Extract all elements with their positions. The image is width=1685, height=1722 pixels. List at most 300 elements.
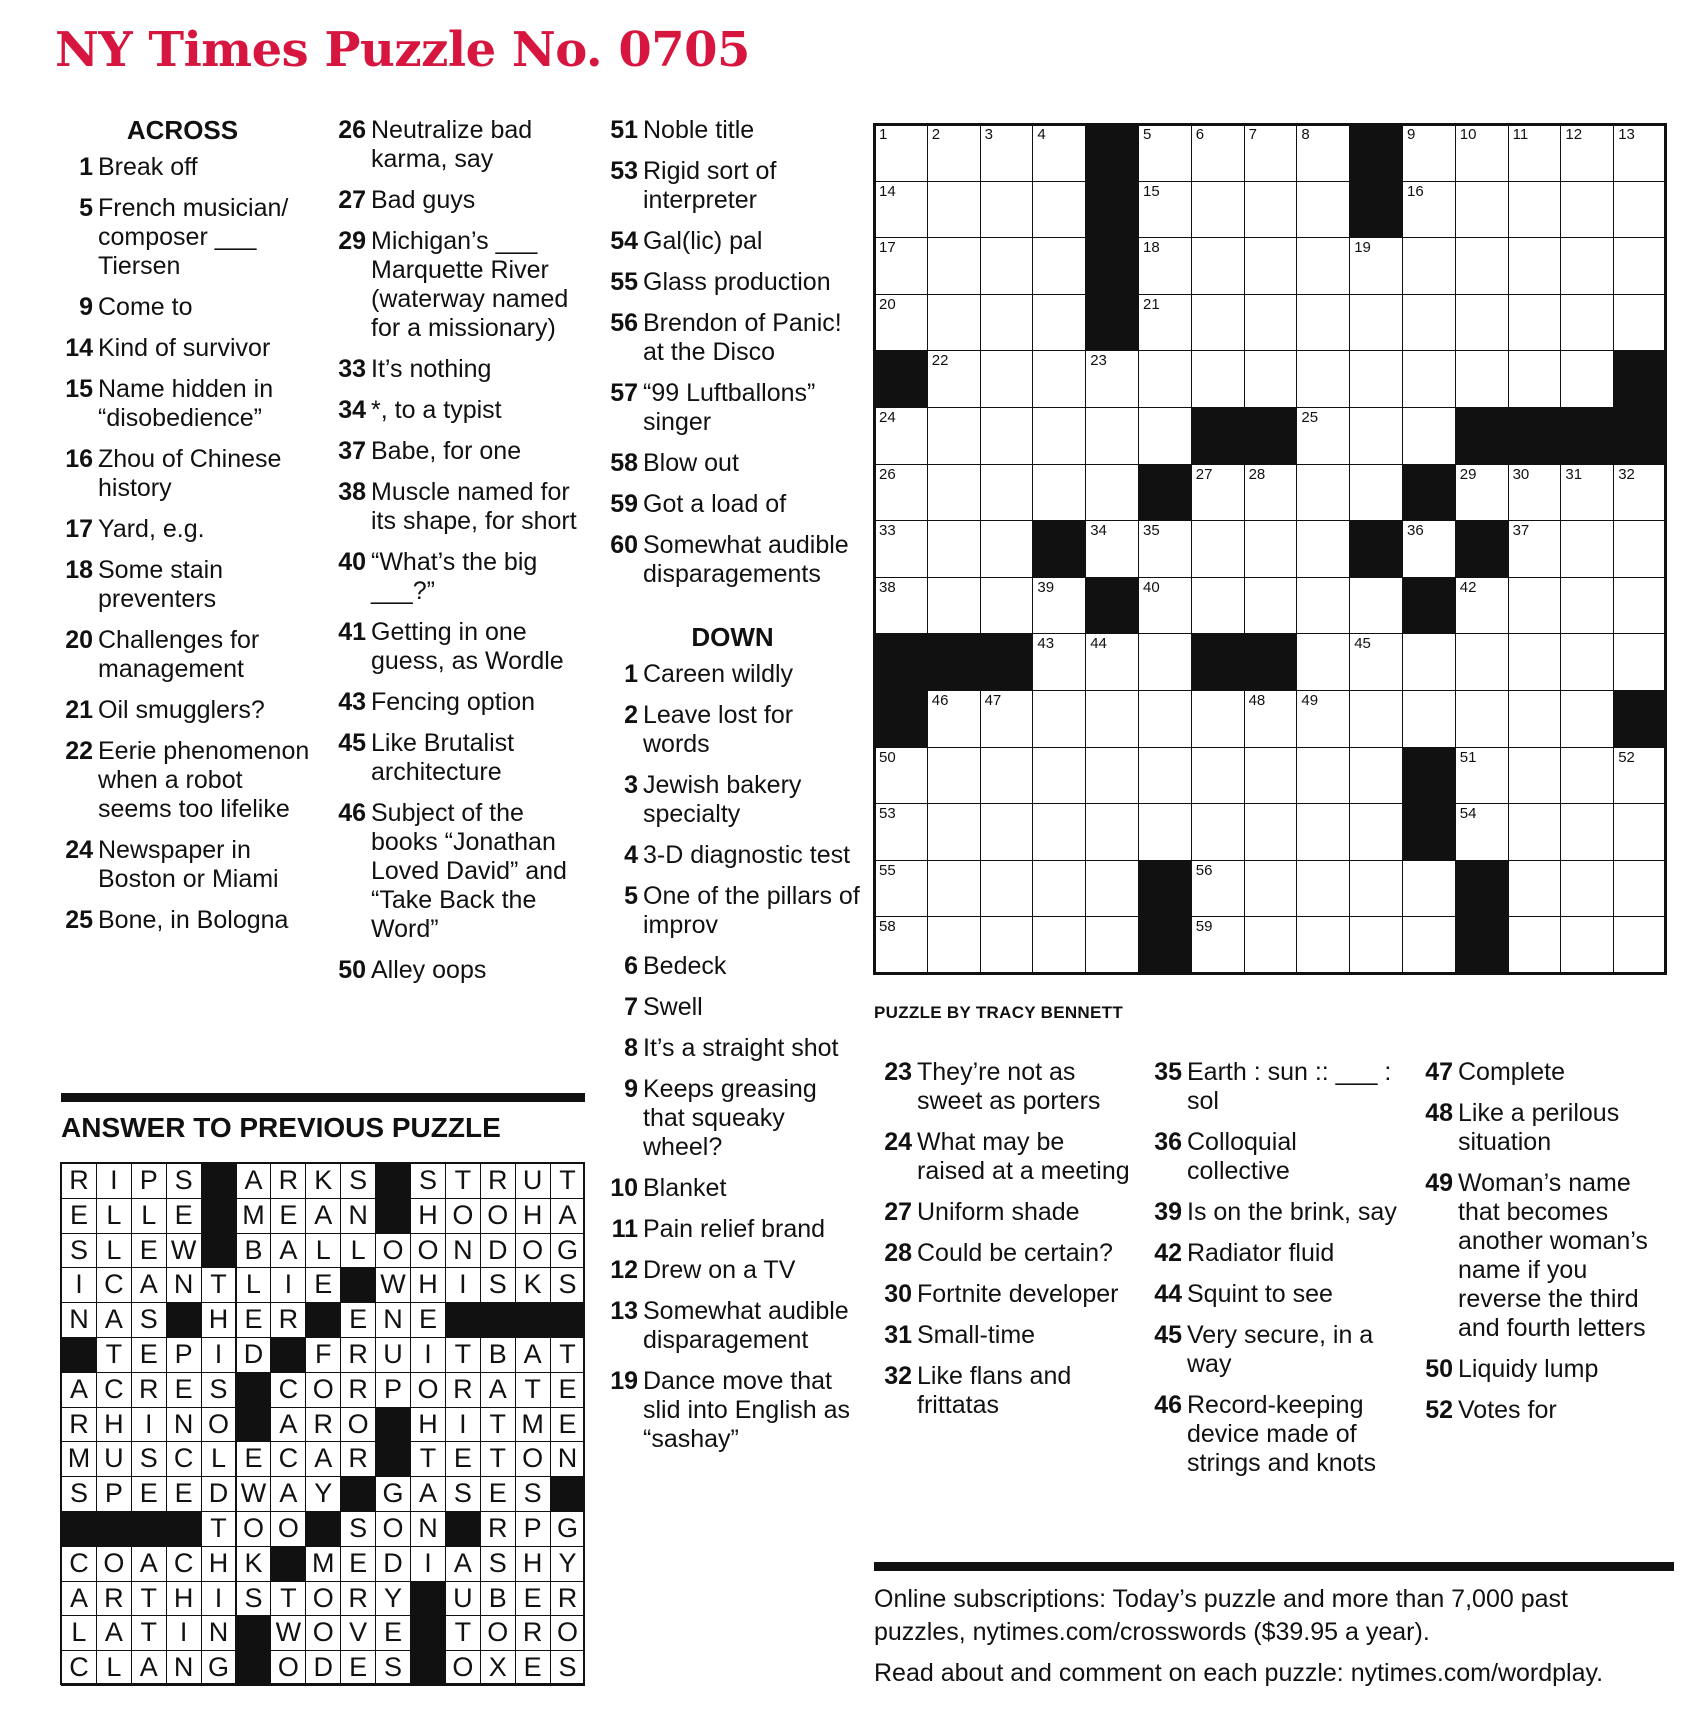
grid-cell[interactable] [1032, 181, 1086, 239]
grid-cell[interactable] [1032, 633, 1086, 691]
down-clue-11[interactable] [600, 1215, 865, 1244]
grid-cell[interactable] [1296, 520, 1350, 578]
grid-cell[interactable] [1349, 464, 1403, 522]
down-clue-24[interactable] [874, 1128, 1134, 1186]
grid-block [1402, 464, 1456, 522]
answer-block [410, 1581, 446, 1617]
grid-cell[interactable] [1138, 633, 1192, 691]
across-clue-20[interactable] [55, 626, 310, 684]
grid-number: 32 [1618, 465, 1635, 483]
grid-cell[interactable] [927, 916, 981, 974]
grid-cell[interactable] [927, 407, 981, 465]
grid-cell[interactable] [1032, 294, 1086, 352]
down-clue-39[interactable] [1144, 1198, 1404, 1227]
grid-cell[interactable] [1296, 916, 1350, 974]
across-clue-58[interactable] [600, 449, 865, 478]
across-clue-21[interactable] [55, 696, 310, 725]
grid-cell[interactable] [1085, 690, 1139, 748]
across-clue-45[interactable] [328, 729, 583, 787]
grid-cell[interactable] [874, 407, 928, 465]
grid-cell[interactable] [874, 464, 928, 522]
across-clue-22[interactable] [55, 737, 310, 824]
answer-block [61, 1511, 97, 1547]
grid-cell[interactable] [927, 124, 981, 182]
grid-cell[interactable] [1296, 407, 1350, 465]
grid-cell[interactable] [1402, 860, 1456, 918]
grid-cell[interactable] [1138, 803, 1192, 861]
grid-cell[interactable] [1508, 237, 1562, 295]
clue-text: French musician/ composer ___ Tiersen [98, 194, 289, 280]
across-clue-5[interactable] [55, 194, 310, 281]
grid-number: 8 [1301, 126, 1310, 143]
across-clue-56[interactable] [600, 309, 865, 367]
grid-cell[interactable] [874, 124, 928, 182]
grid-cell[interactable] [1613, 747, 1667, 805]
grid-cell[interactable] [1508, 577, 1562, 635]
grid-cell[interactable] [1349, 350, 1403, 408]
grid-cell[interactable] [1138, 520, 1192, 578]
across-clue-46[interactable] [328, 799, 583, 944]
grid-cell[interactable] [927, 577, 981, 635]
grid-number: 48 [1248, 692, 1266, 709]
answer-cell: O [410, 1233, 446, 1269]
answer-cell: I [131, 1407, 167, 1443]
grid-cell[interactable] [1349, 803, 1403, 861]
grid-cell[interactable] [1085, 633, 1139, 691]
answer-cell: E [131, 1337, 167, 1373]
grid-cell[interactable] [1455, 181, 1509, 239]
across-clue-43[interactable] [328, 688, 583, 717]
across-clue-60[interactable] [600, 531, 865, 589]
across-clue-37[interactable] [328, 437, 583, 466]
grid-cell[interactable] [927, 181, 981, 239]
grid-cell[interactable] [1032, 916, 1086, 974]
grid-cell[interactable] [1191, 350, 1245, 408]
down-clue-12[interactable] [600, 1256, 865, 1285]
across-clue-1[interactable] [55, 153, 310, 182]
grid-cell[interactable] [1138, 747, 1192, 805]
grid-cell[interactable] [1296, 294, 1350, 352]
grid-cell[interactable] [1508, 860, 1562, 918]
grid-cell[interactable] [1244, 181, 1298, 239]
down-clue-6[interactable] [600, 952, 865, 981]
down-clue-3[interactable] [600, 771, 865, 829]
down-clue-2[interactable] [600, 701, 865, 759]
grid-cell[interactable] [1508, 916, 1562, 974]
grid-cell[interactable] [1402, 520, 1456, 578]
grid-cell[interactable] [1191, 520, 1245, 578]
grid-cell[interactable] [1508, 124, 1562, 182]
grid-cell[interactable] [980, 464, 1034, 522]
grid-cell[interactable] [1244, 124, 1298, 182]
grid-cell[interactable] [1138, 407, 1192, 465]
across-clue-16[interactable] [55, 445, 310, 503]
grid-cell[interactable] [1508, 690, 1562, 748]
grid-cell[interactable] [1244, 577, 1298, 635]
across-clue-33[interactable] [328, 355, 583, 384]
grid-cell[interactable] [1508, 464, 1562, 522]
grid-cell[interactable] [1349, 747, 1403, 805]
grid-cell[interactable] [1402, 916, 1456, 974]
grid-cell[interactable] [874, 237, 928, 295]
grid-cell[interactable] [980, 350, 1034, 408]
grid-cell[interactable] [1560, 237, 1614, 295]
grid-cell[interactable] [1191, 860, 1245, 918]
down-clue-46[interactable] [1144, 1391, 1404, 1478]
grid-cell[interactable] [1613, 181, 1667, 239]
grid-cell[interactable] [1138, 577, 1192, 635]
clue-number: 27 [884, 1198, 912, 1226]
grid-cell[interactable] [1349, 407, 1403, 465]
across-clue-34[interactable] [328, 396, 583, 425]
grid-cell[interactable] [874, 294, 928, 352]
grid-cell[interactable] [874, 520, 928, 578]
across-clue-15[interactable] [55, 375, 310, 433]
grid-cell[interactable] [1032, 464, 1086, 522]
grid-cell[interactable] [1191, 237, 1245, 295]
down-clue-45[interactable] [1144, 1321, 1404, 1379]
across-clue-24[interactable] [55, 836, 310, 894]
grid-cell[interactable] [1296, 577, 1350, 635]
grid-cell[interactable] [1560, 860, 1614, 918]
grid-cell[interactable] [1349, 690, 1403, 748]
grid-cell[interactable] [1244, 520, 1298, 578]
grid-cell[interactable] [1613, 916, 1667, 974]
clue-number: 8 [624, 1034, 638, 1062]
across-clue-51[interactable] [600, 116, 865, 145]
grid-cell[interactable] [980, 237, 1034, 295]
grid-cell[interactable] [1349, 860, 1403, 918]
down-clue-27[interactable] [874, 1198, 1134, 1227]
down-clue-9[interactable] [600, 1075, 865, 1162]
grid-cell[interactable] [1244, 690, 1298, 748]
down-clue-47[interactable] [1415, 1058, 1670, 1087]
grid-cell[interactable] [980, 181, 1034, 239]
answer-cell: E [410, 1302, 446, 1338]
grid-cell[interactable] [1455, 747, 1509, 805]
grid-cell[interactable] [1560, 350, 1614, 408]
grid-cell[interactable] [980, 577, 1034, 635]
grid-cell[interactable] [1032, 407, 1086, 465]
grid-cell[interactable] [1138, 181, 1192, 239]
grid-cell[interactable] [1296, 237, 1350, 295]
grid-cell[interactable] [1455, 464, 1509, 522]
grid-cell[interactable] [1508, 350, 1562, 408]
across-clue-29[interactable] [328, 227, 583, 343]
grid-cell[interactable] [1455, 294, 1509, 352]
grid-cell[interactable] [980, 916, 1034, 974]
across-clue-17[interactable] [55, 515, 310, 544]
grid-cell[interactable] [1508, 747, 1562, 805]
grid-cell[interactable] [1508, 803, 1562, 861]
grid-cell[interactable] [1455, 350, 1509, 408]
grid-block [1244, 633, 1298, 691]
grid-cell[interactable] [1613, 860, 1667, 918]
answer-cell: A [410, 1476, 446, 1512]
grid-cell[interactable] [1138, 350, 1192, 408]
across-clue-9[interactable] [55, 293, 310, 322]
answer-block [131, 1511, 167, 1547]
grid-block [1085, 181, 1139, 239]
across-clue-59[interactable] [600, 490, 865, 519]
grid-cell[interactable] [1032, 803, 1086, 861]
grid-cell[interactable] [1455, 690, 1509, 748]
down-clue-42[interactable] [1144, 1239, 1404, 1268]
grid-cell[interactable] [1191, 690, 1245, 748]
grid-cell[interactable] [927, 860, 981, 918]
grid-cell[interactable] [1191, 181, 1245, 239]
grid-cell[interactable] [1191, 916, 1245, 974]
across-clue-55[interactable] [600, 268, 865, 297]
down-clue-13[interactable] [600, 1297, 865, 1355]
grid-cell[interactable] [1613, 633, 1667, 691]
puzzle-title: NY Times Puzzle No. 0705 [55, 22, 750, 78]
grid-cell[interactable] [1508, 294, 1562, 352]
grid-cell[interactable] [1296, 747, 1350, 805]
answer-cell: W [166, 1233, 202, 1269]
grid-cell[interactable] [980, 520, 1034, 578]
grid-cell[interactable] [1455, 124, 1509, 182]
grid-cell[interactable] [1244, 803, 1298, 861]
across-clue-14[interactable] [55, 334, 310, 363]
grid-cell[interactable] [1613, 237, 1667, 295]
grid-cell[interactable] [1560, 520, 1614, 578]
grid-cell[interactable] [1191, 577, 1245, 635]
grid-number: 40 [1143, 578, 1160, 596]
grid-cell[interactable] [1508, 633, 1562, 691]
across-clue-26[interactable] [328, 116, 583, 174]
grid-cell[interactable] [1560, 294, 1614, 352]
grid-cell[interactable] [1085, 860, 1139, 918]
down-clue-31[interactable] [874, 1321, 1134, 1350]
grid-cell[interactable] [1560, 916, 1614, 974]
grid-cell[interactable] [980, 407, 1034, 465]
grid-cell[interactable] [1560, 464, 1614, 522]
answer-cell: O [305, 1581, 341, 1617]
across-clue-38[interactable] [328, 478, 583, 536]
clue-number: 46 [1154, 1391, 1182, 1419]
grid-cell[interactable] [1508, 520, 1562, 578]
grid-cell[interactable] [980, 860, 1034, 918]
down-clue-52[interactable] [1415, 1396, 1670, 1425]
down-clue-36[interactable] [1144, 1128, 1404, 1186]
grid-cell[interactable] [1560, 690, 1614, 748]
grid-cell[interactable] [1560, 181, 1614, 239]
grid-cell[interactable] [927, 690, 981, 748]
grid-cell[interactable] [1613, 520, 1667, 578]
grid-cell[interactable] [980, 747, 1034, 805]
down-clue-35[interactable] [1144, 1058, 1404, 1116]
answer-cell: N [166, 1407, 202, 1443]
grid-cell[interactable] [874, 747, 928, 805]
grid-cell[interactable] [874, 577, 928, 635]
grid-cell[interactable] [874, 181, 928, 239]
grid-cell[interactable] [1032, 350, 1086, 408]
grid-block [1085, 237, 1139, 295]
grid-cell[interactable] [1032, 577, 1086, 635]
grid-cell[interactable] [1613, 124, 1667, 182]
grid-cell[interactable] [1032, 860, 1086, 918]
grid-cell[interactable] [1032, 747, 1086, 805]
clue-number: 31 [884, 1321, 912, 1349]
across-clue-25[interactable] [55, 906, 310, 935]
down-clue-7[interactable] [600, 993, 865, 1022]
grid-cell[interactable] [874, 860, 928, 918]
down-clue-5[interactable] [600, 882, 865, 940]
answer-cell: A [550, 1198, 586, 1234]
grid-cell[interactable] [1402, 633, 1456, 691]
grid-cell[interactable] [1244, 747, 1298, 805]
across-clue-40[interactable] [328, 548, 583, 606]
down-clue-4[interactable] [600, 841, 865, 870]
grid-cell[interactable] [1191, 124, 1245, 182]
across-clue-27[interactable] [328, 186, 583, 215]
grid-cell[interactable] [980, 803, 1034, 861]
clue-number: 55 [610, 268, 638, 296]
grid-cell[interactable] [1085, 464, 1139, 522]
grid-cell[interactable] [980, 294, 1034, 352]
grid-cell[interactable] [1349, 916, 1403, 974]
answer-cell: L [201, 1441, 237, 1477]
down-clue-8[interactable] [600, 1034, 865, 1063]
grid-cell[interactable] [1085, 803, 1139, 861]
grid-cell[interactable] [1560, 124, 1614, 182]
grid-cell[interactable] [1402, 237, 1456, 295]
answer-cell: A [96, 1615, 132, 1651]
grid-cell[interactable] [980, 124, 1034, 182]
grid-cell[interactable] [1085, 916, 1139, 974]
across-clue-54[interactable] [600, 227, 865, 256]
down-clue-49[interactable] [1415, 1169, 1670, 1343]
across-clue-57[interactable] [600, 379, 865, 437]
answer-cell: H [515, 1198, 551, 1234]
grid-cell[interactable] [1032, 237, 1086, 295]
clue-number: 42 [1154, 1239, 1182, 1267]
grid-cell[interactable] [1560, 577, 1614, 635]
clue-number: 51 [610, 116, 638, 144]
grid-cell[interactable] [927, 803, 981, 861]
grid-cell[interactable] [1560, 633, 1614, 691]
down-clue-30[interactable] [874, 1280, 1134, 1309]
grid-cell[interactable] [1402, 407, 1456, 465]
grid-cell[interactable] [1296, 464, 1350, 522]
grid-cell[interactable] [927, 747, 981, 805]
grid-cell[interactable] [1138, 124, 1192, 182]
grid-cell[interactable] [1032, 124, 1086, 182]
grid-cell[interactable] [1296, 181, 1350, 239]
down-clue-1[interactable] [600, 660, 865, 689]
grid-cell[interactable] [1296, 860, 1350, 918]
grid-cell[interactable] [1560, 803, 1614, 861]
grid-cell[interactable] [1349, 633, 1403, 691]
grid-cell[interactable] [1560, 747, 1614, 805]
grid-cell[interactable] [874, 803, 928, 861]
grid-cell[interactable] [1455, 237, 1509, 295]
grid-cell[interactable] [1191, 464, 1245, 522]
grid-block [1191, 633, 1245, 691]
answer-cell: O [270, 1511, 306, 1547]
grid-cell[interactable] [1191, 747, 1245, 805]
grid-cell[interactable] [1085, 747, 1139, 805]
answer-cell: O [305, 1615, 341, 1651]
grid-cell[interactable] [1455, 803, 1509, 861]
grid-cell[interactable] [874, 916, 928, 974]
answer-cell: H [410, 1407, 446, 1443]
across-clue-50[interactable] [328, 956, 583, 985]
grid-cell[interactable] [1138, 690, 1192, 748]
down-clue-28[interactable] [874, 1239, 1134, 1268]
grid-cell[interactable] [1296, 350, 1350, 408]
across-clue-41[interactable] [328, 618, 583, 676]
grid-cell[interactable] [1244, 237, 1298, 295]
down-clue-32[interactable] [874, 1362, 1134, 1420]
down-clue-19[interactable] [600, 1367, 865, 1454]
grid-cell[interactable] [1296, 633, 1350, 691]
grid-cell[interactable] [980, 690, 1034, 748]
grid-cell[interactable] [927, 464, 981, 522]
grid-cell[interactable] [1508, 181, 1562, 239]
grid-cell[interactable] [1402, 690, 1456, 748]
grid-cell[interactable] [1138, 237, 1192, 295]
grid-cell[interactable] [1296, 124, 1350, 182]
down-clue-48[interactable] [1415, 1099, 1670, 1157]
grid-block [1032, 520, 1086, 578]
answer-cell: R [515, 1615, 551, 1651]
grid-cell[interactable] [927, 520, 981, 578]
grid-cell[interactable] [1032, 690, 1086, 748]
grid-cell[interactable] [1613, 803, 1667, 861]
grid-cell[interactable] [1402, 181, 1456, 239]
grid-cell[interactable] [1613, 464, 1667, 522]
grid-cell[interactable] [1613, 294, 1667, 352]
across-clue-53[interactable] [600, 157, 865, 215]
answer-cell: E [305, 1267, 341, 1303]
grid-cell[interactable] [1402, 350, 1456, 408]
grid-cell[interactable] [1296, 803, 1350, 861]
grid-cell[interactable] [927, 350, 981, 408]
grid-cell[interactable] [1244, 294, 1298, 352]
grid-cell[interactable] [1085, 350, 1139, 408]
grid-cell[interactable] [1191, 294, 1245, 352]
grid-cell[interactable] [1613, 577, 1667, 635]
down-clue-10[interactable] [600, 1174, 865, 1203]
down-clue-50[interactable] [1415, 1355, 1670, 1384]
grid-cell[interactable] [1296, 690, 1350, 748]
down-clue-23[interactable] [874, 1058, 1134, 1116]
grid-cell[interactable] [1455, 633, 1509, 691]
grid-cell[interactable] [1085, 520, 1139, 578]
grid-cell[interactable] [1191, 803, 1245, 861]
down-clue-44[interactable] [1144, 1280, 1404, 1309]
grid-cell[interactable] [1455, 577, 1509, 635]
grid-cell[interactable] [1349, 237, 1403, 295]
grid-cell[interactable] [927, 294, 981, 352]
grid-cell[interactable] [927, 237, 981, 295]
grid-cell[interactable] [1349, 294, 1403, 352]
grid-cell[interactable] [1244, 916, 1298, 974]
answer-cell: S [236, 1581, 272, 1617]
grid-cell[interactable] [1085, 407, 1139, 465]
grid-cell[interactable] [1402, 294, 1456, 352]
grid-cell[interactable] [1244, 464, 1298, 522]
grid-cell[interactable] [1138, 294, 1192, 352]
grid-cell[interactable] [1402, 124, 1456, 182]
grid-cell[interactable] [1244, 350, 1298, 408]
answer-cell: T [550, 1163, 586, 1199]
grid-cell[interactable] [1244, 860, 1298, 918]
grid-cell[interactable] [1349, 577, 1403, 635]
across-clue-18[interactable] [55, 556, 310, 614]
